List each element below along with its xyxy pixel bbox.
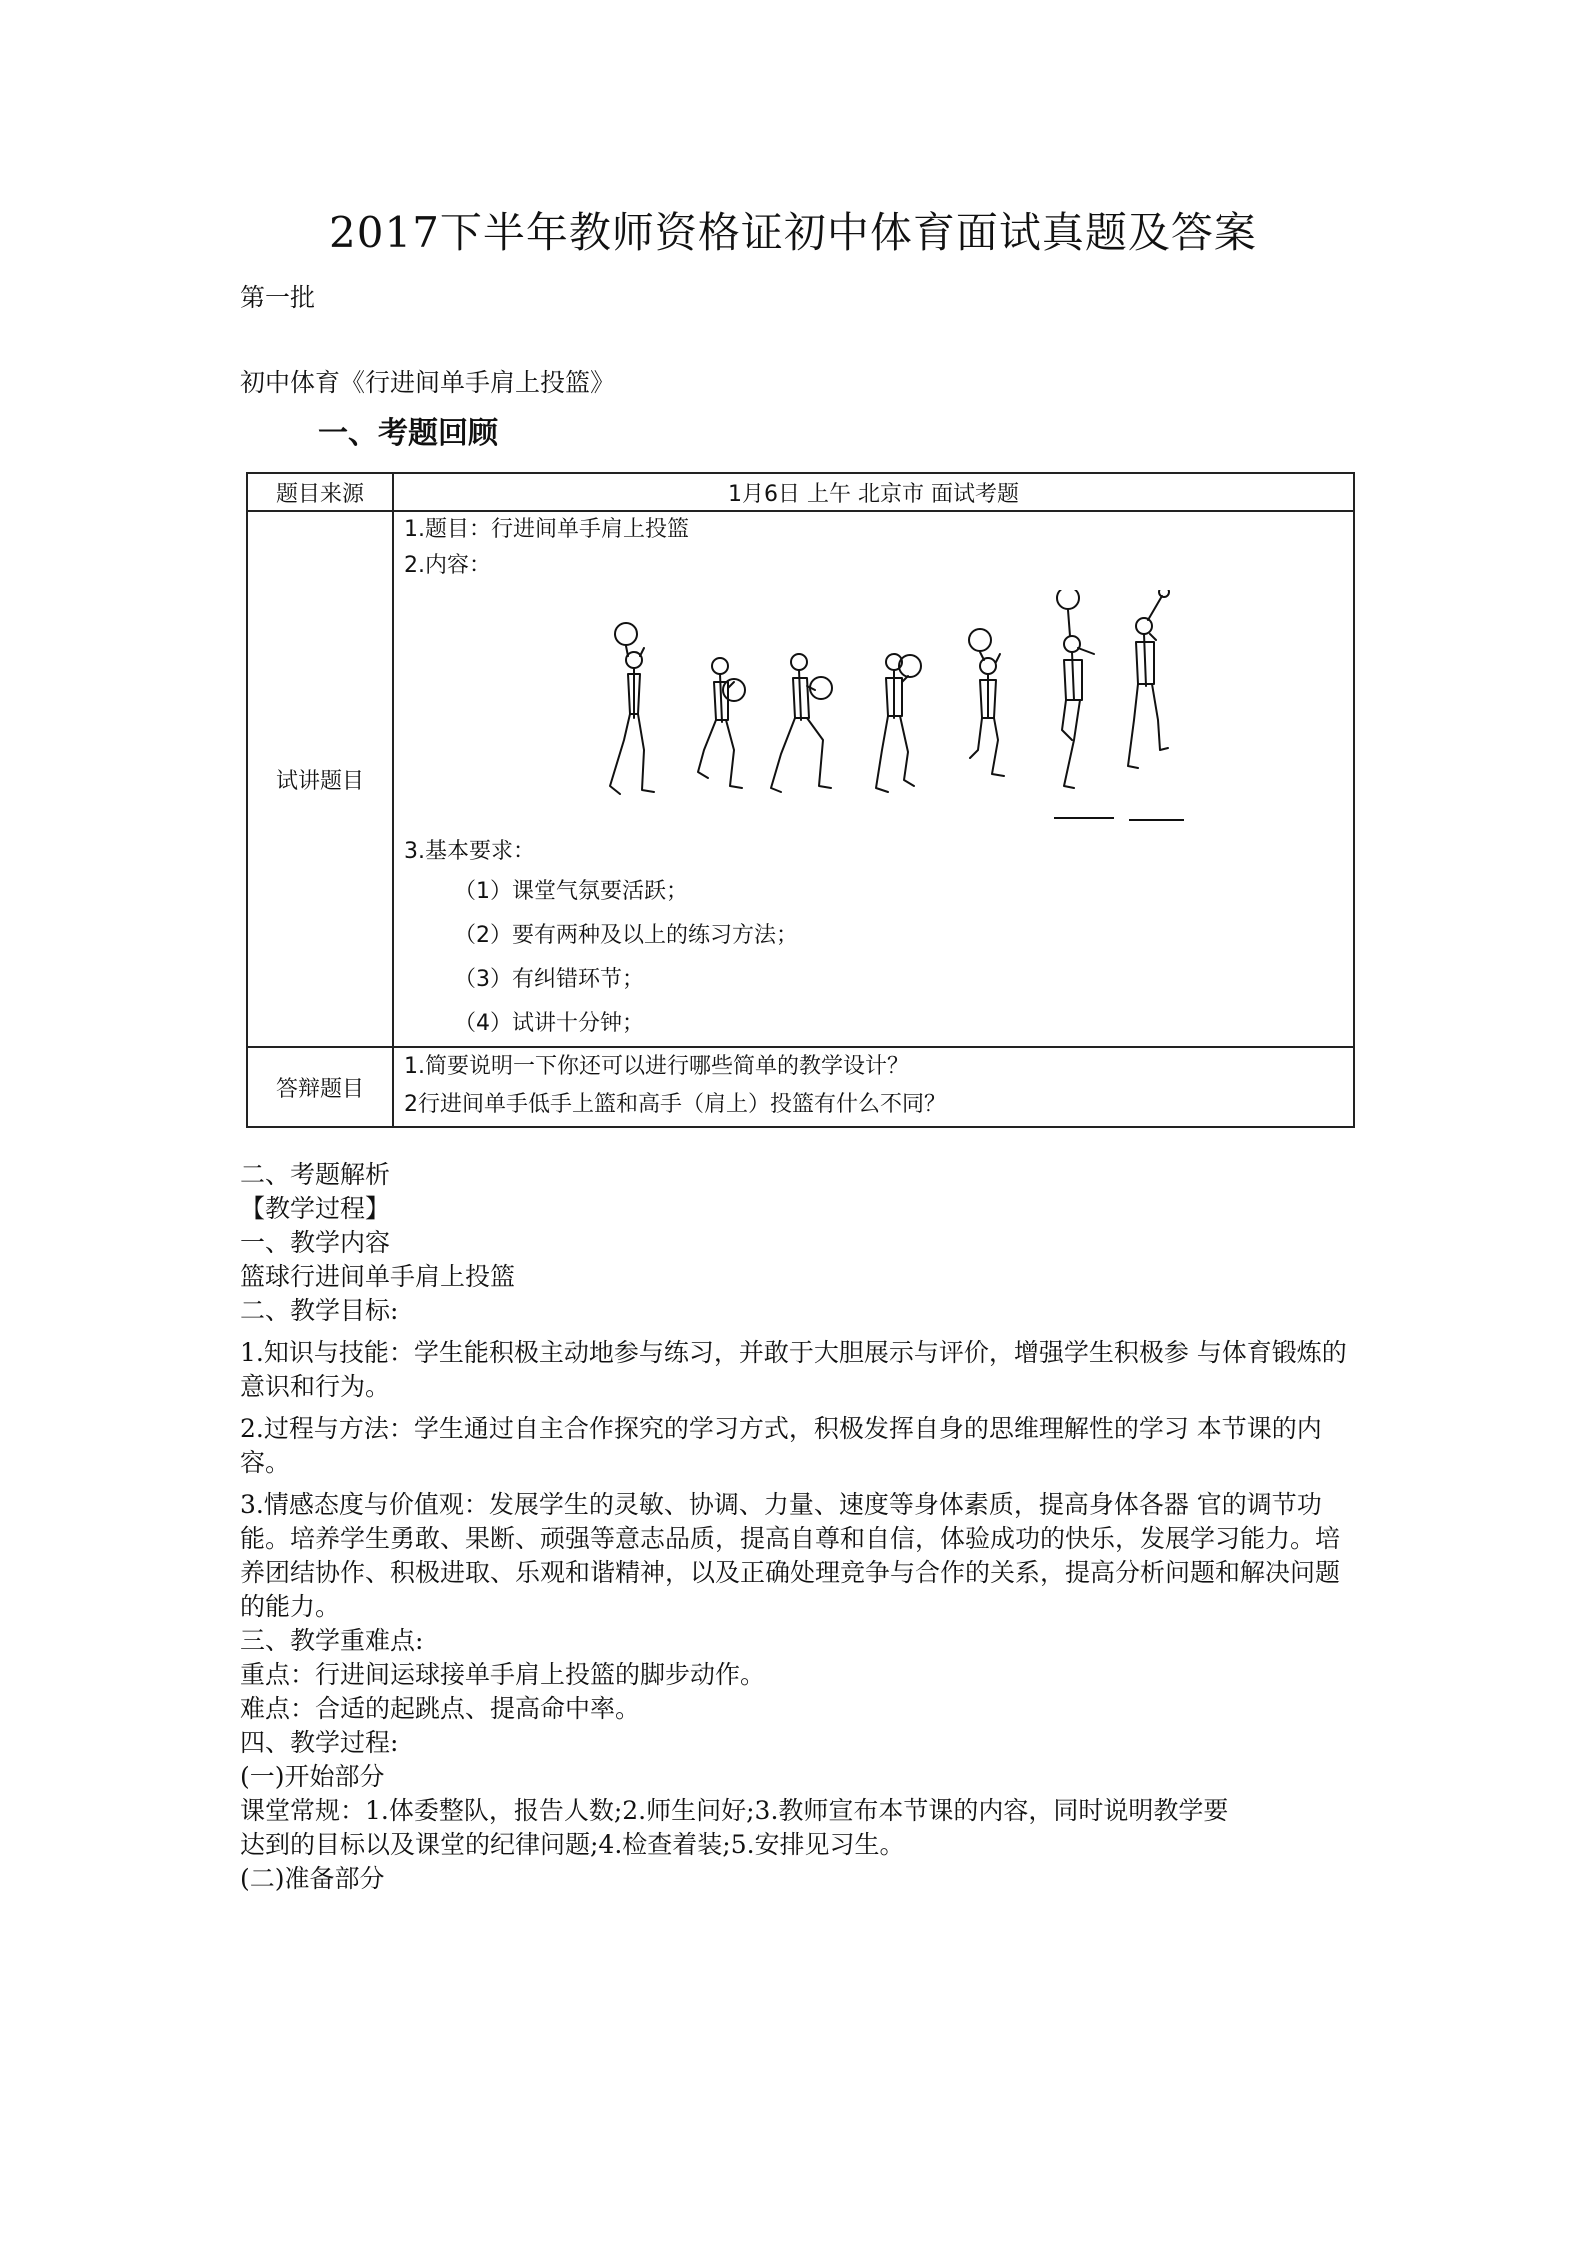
lecture-topic: 1.题目：行进间单手肩上投篮	[404, 517, 689, 542]
section-heading-analysis: 二、考题解析	[240, 1160, 391, 1189]
batch-label: 第一批	[240, 283, 316, 312]
heading-goals: 二、教学目标:	[240, 1296, 399, 1325]
figure-1	[610, 623, 654, 794]
page-title: 2017下半年教师资格证初中体育面试真题及答案	[329, 208, 1257, 257]
teaching-content: 篮球行进间单手肩上投篮	[240, 1262, 516, 1291]
requirement-item: （2）要有两种及以上的练习方法；	[454, 923, 798, 948]
heading-key-points: 三、教学重难点:	[240, 1626, 424, 1655]
requirement-item: （4）试讲十分钟；	[454, 1011, 644, 1036]
table-row-source	[247, 473, 1354, 511]
defense-label: 答辩题目	[247, 1047, 393, 1127]
start-part-heading: (一)开始部分	[240, 1762, 385, 1791]
shooting-sequence-illustration	[574, 590, 1194, 830]
defense-question: 2行进间单手低手上篮和高手（肩上）投篮有什么不同？	[404, 1092, 946, 1117]
figure-6	[1057, 590, 1094, 788]
classroom-routine: 课堂常规：1.体委整队，报告人数;2.师生问好;3.教师宣布本节课的内容，同时说明教学要达到的目标以及课堂的纪律问题;4.检查着装;5.安排见习生。	[240, 1796, 1229, 1859]
review-table	[246, 472, 1355, 1128]
source-value: 1月6日 上午 北京市 面试考题	[393, 473, 1354, 511]
key-point: 重点：行进间运球接单手肩上投篮的脚步动作。	[240, 1660, 766, 1689]
figure-3	[771, 654, 832, 792]
analysis-body	[240, 1158, 1352, 1896]
process-bracket-heading: 【教学过程】	[240, 1194, 391, 1223]
figure-5	[969, 629, 1004, 776]
source-label: 题目来源	[247, 473, 393, 511]
heading-content: 一、教学内容	[240, 1228, 391, 1257]
lecture-content-label: 2.内容：	[404, 553, 491, 578]
heading-process: 四、教学过程:	[240, 1728, 399, 1757]
prep-part-heading: (二)准备部分	[240, 1864, 385, 1893]
goal-emotion: 3.情感态度与价值观：发展学生的灵敏、协调、力量、速度等身体素质，提高身体各器 官的调节功能。培养学生勇敢、果断、顽强等意志品质，提高自尊和自信，体验成功的快乐，发展学习能力。培养团结协作、积极进取、乐观和谐精神，以及正确处理竞争与合作的关系，提高分析问题和解决问题的能力。	[240, 1490, 1341, 1621]
requirement-item: （3）有纠错环节；	[454, 967, 644, 992]
requirements-title: 3.基本要求：	[404, 839, 535, 864]
requirement-item: （1）课堂气氛要活跃；	[454, 879, 688, 904]
lesson-title: 初中体育《行进间单手肩上投篮》	[240, 368, 616, 397]
table-row-defense	[247, 1047, 1354, 1127]
figure-2	[698, 658, 745, 788]
difficult-point: 难点：合适的起跳点、提高命中率。	[240, 1694, 641, 1723]
figure-7	[1128, 590, 1169, 768]
goal-knowledge: 1.知识与技能：学生能积极主动地参与练习，并敢于大胆展示与评价，增强学生积极参 与体育锻炼的意识和行为。	[240, 1338, 1347, 1401]
defense-cell	[393, 1047, 1354, 1127]
table-row-lecture	[247, 511, 1354, 1047]
lecture-cell	[393, 511, 1354, 1047]
figure-4	[876, 654, 921, 792]
defense-question: 1.简要说明一下你还可以进行哪些简单的教学设计？	[404, 1054, 909, 1079]
lecture-label: 试讲题目	[247, 511, 393, 1047]
section-heading-review: 一、考题回顾	[318, 416, 498, 451]
goal-process: 2.过程与方法：学生通过自主合作探究的学习方式，积极发挥自身的思维理解性的学习 本节课的内容。	[240, 1414, 1322, 1477]
